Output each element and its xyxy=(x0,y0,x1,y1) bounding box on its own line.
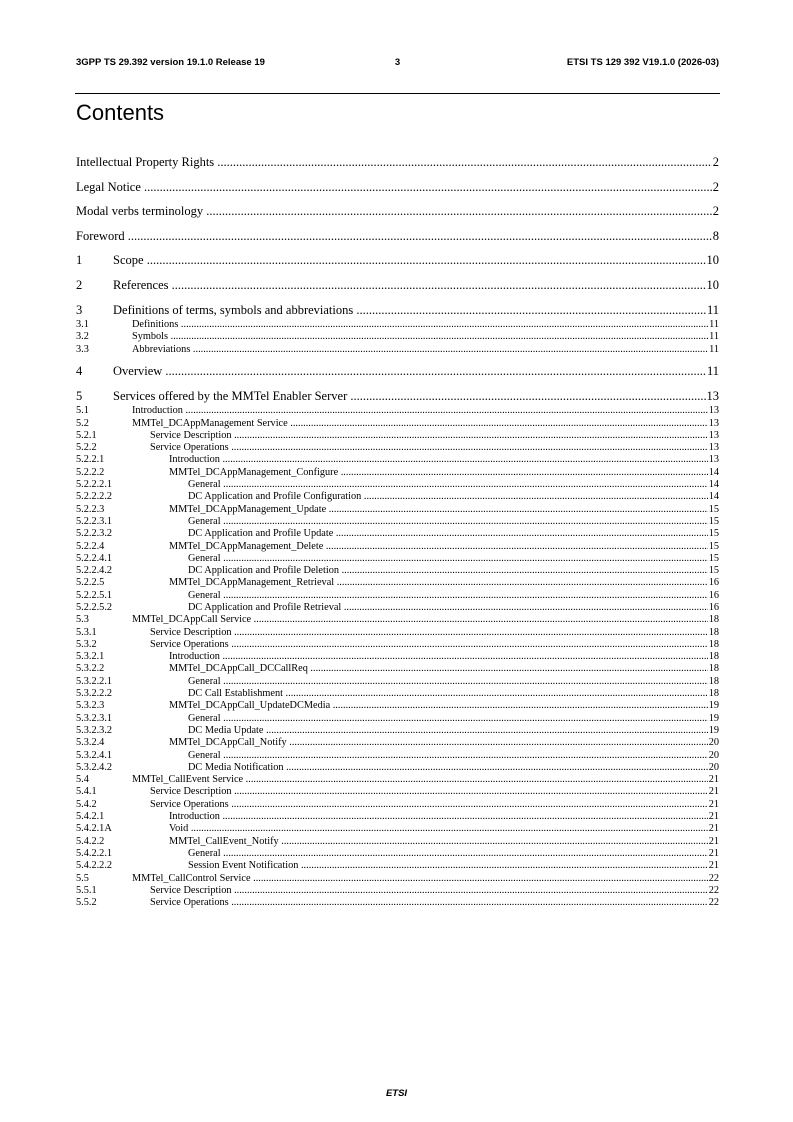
toc-entry[interactable] xyxy=(76,836,719,848)
toc-entry[interactable] xyxy=(76,860,719,872)
toc-entry-page: 13 xyxy=(708,429,719,441)
toc-entry[interactable] xyxy=(76,381,719,406)
toc-entry[interactable] xyxy=(76,467,719,479)
toc-entry-title: MMTel_CallControl Service xyxy=(132,872,251,884)
toc-entry-number: 5.3.2.1 xyxy=(76,651,105,663)
toc-entry-page: 22 xyxy=(708,897,719,909)
toc-entry-page: 10 xyxy=(706,277,719,292)
toc-entry-number: 5.2 xyxy=(76,417,89,429)
toc-entry-page: 16 xyxy=(708,589,719,601)
toc-entry-number: 5.3.2.4.1 xyxy=(76,749,113,761)
toc-entry-number: 5.4 xyxy=(76,774,89,786)
toc-entry[interactable] xyxy=(76,356,719,381)
toc-entry[interactable] xyxy=(76,344,719,356)
toc-entry-title: General xyxy=(188,847,221,859)
toc-entry[interactable] xyxy=(76,663,719,675)
toc-entry[interactable] xyxy=(76,725,719,737)
toc-entry-page: 13 xyxy=(708,442,719,454)
toc-entry-page: 22 xyxy=(708,884,719,896)
toc-entry-number: 5.2.2.3 xyxy=(76,503,105,515)
toc-entry[interactable] xyxy=(76,221,719,246)
toc-entry-number: 5.3.2 xyxy=(76,638,97,650)
header-page-number: 3 xyxy=(394,57,401,68)
toc-entry-page: 19 xyxy=(708,724,719,736)
toc-entry[interactable] xyxy=(76,627,719,639)
toc-entry-page: 11 xyxy=(709,343,719,355)
toc-entry[interactable] xyxy=(76,897,719,909)
toc-entry-number: 5.1 xyxy=(76,405,89,417)
toc-entry-number: 3.1 xyxy=(76,319,89,331)
toc-entry-title: MMTel_DCAppCall_DCCallReq xyxy=(169,663,308,675)
toc-entry[interactable] xyxy=(76,713,719,725)
toc-entry-title: DC Application and Profile Deletion xyxy=(188,565,339,577)
toc-entry[interactable] xyxy=(76,504,719,516)
toc-entry[interactable] xyxy=(76,491,719,503)
toc-entry[interactable] xyxy=(76,147,719,172)
toc-entry-title: Service Operations xyxy=(150,442,229,454)
toc-entry-title: Session Event Notification xyxy=(188,860,299,872)
toc-entry[interactable] xyxy=(76,541,719,553)
toc-entry[interactable] xyxy=(76,442,719,454)
toc-entry-title: DC Media Update xyxy=(188,724,264,736)
toc-entry-page: 2 xyxy=(712,155,719,169)
toc-entry-page: 2 xyxy=(712,179,719,194)
toc-entry[interactable] xyxy=(76,823,719,835)
toc-entry-page: 13 xyxy=(708,417,719,429)
toc-entry[interactable] xyxy=(76,565,719,577)
toc-entry-number: 5.3.2.4 xyxy=(76,737,105,749)
toc-entry-page: 10 xyxy=(706,253,719,268)
toc-entry-number: 5.3.2.2 xyxy=(76,663,105,675)
toc-entry-page: 18 xyxy=(708,663,719,675)
toc-entry-page: 18 xyxy=(708,626,719,638)
toc-entry[interactable] xyxy=(76,873,719,885)
toc-entry[interactable] xyxy=(76,319,719,331)
toc-entry-page: 14 xyxy=(708,466,719,478)
toc-entry-title: Service Description xyxy=(150,626,232,638)
toc-entry[interactable] xyxy=(76,700,719,712)
toc-entry-number: 4 xyxy=(76,364,83,379)
toc-entry-page: 11 xyxy=(709,331,719,343)
toc-entry[interactable] xyxy=(76,799,719,811)
toc-entry-title: General xyxy=(188,712,221,724)
toc-entry-number: 5.2.2 xyxy=(76,442,97,454)
toc-entry-page: 21 xyxy=(708,823,719,835)
toc-entry[interactable] xyxy=(76,885,719,897)
toc-entry-number: 5.2.2.4.2 xyxy=(76,565,113,577)
toc-entry-number: 5.3.2.3.2 xyxy=(76,724,113,736)
toc-entry-page: 18 xyxy=(708,675,719,687)
toc-entry-title: Service Description xyxy=(150,884,232,896)
toc-entry-page: 15 xyxy=(708,528,719,540)
toc-entry[interactable] xyxy=(76,639,719,651)
toc-entry-title: Service Operations xyxy=(150,638,229,650)
page-footer: ETSI xyxy=(385,1088,408,1099)
page-header xyxy=(76,57,719,71)
toc-entry[interactable] xyxy=(76,737,719,749)
toc-entry-number: 5 xyxy=(76,388,83,403)
toc-entry-number: 5.4.2.2.1 xyxy=(76,847,113,859)
header-rule xyxy=(75,93,720,94)
toc-entry-number: 5.3.1 xyxy=(76,626,97,638)
toc-entry-number: 3.3 xyxy=(76,343,89,355)
toc-entry-page: 15 xyxy=(708,515,719,527)
toc-entry-page: 19 xyxy=(708,712,719,724)
toc-entry-title: DC Application and Profile Retrieval xyxy=(188,601,342,613)
toc-entry-number: 5.3.2.4.2 xyxy=(76,761,113,773)
toc-entry-title: DC Application and Profile Configuration xyxy=(188,491,362,503)
toc-entry-title: Definitions of terms, symbols and abbreviations xyxy=(113,302,354,317)
toc-entry-page: 21 xyxy=(708,860,719,872)
toc-entry-title: MMTel_DCAppManagement_Retrieval xyxy=(169,577,335,589)
toc-entry-page: 15 xyxy=(708,552,719,564)
toc-entry[interactable] xyxy=(76,454,719,466)
toc-entry-number: 5.3 xyxy=(76,614,89,626)
toc-entry-title: General xyxy=(188,749,221,761)
toc-entry-number: 5.4.2.2.2 xyxy=(76,860,113,872)
page-title: Contents xyxy=(76,100,165,125)
toc-entry-number: 5.2.2.3.1 xyxy=(76,515,113,527)
toc-entry-title: Introduction xyxy=(169,454,220,466)
toc-entry-title: References xyxy=(113,277,169,292)
toc-entry-title: General xyxy=(188,479,221,491)
toc-entry-page: 13 xyxy=(708,454,719,466)
toc-entry[interactable] xyxy=(76,418,719,430)
toc-entry-number: 5.4.2.2 xyxy=(76,835,105,847)
toc-entry[interactable] xyxy=(76,811,719,823)
toc-entry[interactable] xyxy=(76,577,719,589)
toc-entry-page: 16 xyxy=(708,577,719,589)
toc-entry-number: 5.5.1 xyxy=(76,884,97,896)
toc-entry-page: 20 xyxy=(708,749,719,761)
toc-entry-title: Legal Notice xyxy=(76,179,141,194)
toc-entry-page: 15 xyxy=(708,503,719,515)
toc-entry-page: 15 xyxy=(708,540,719,552)
toc-entry-number: 3.2 xyxy=(76,331,89,343)
toc-entry-title: MMTel_CallEvent_Notify xyxy=(169,835,279,847)
toc-entry-title: Service Operations xyxy=(150,798,229,810)
toc-entry-title: General xyxy=(188,675,221,687)
toc-entry[interactable] xyxy=(76,331,719,343)
toc-entry-page: 15 xyxy=(708,565,719,577)
toc-entry-page: 21 xyxy=(708,786,719,798)
toc-entry-page: 14 xyxy=(708,491,719,503)
toc-entry-page: 13 xyxy=(708,405,719,417)
toc-entry-title: MMTel_DCAppManagement_Delete xyxy=(169,540,324,552)
toc-entry[interactable] xyxy=(76,786,719,798)
toc-entry-number: 5.4.2 xyxy=(76,798,97,810)
toc-entry[interactable] xyxy=(76,405,719,417)
toc-entry[interactable] xyxy=(76,590,719,602)
toc-entry-page: 21 xyxy=(708,811,719,823)
toc-entry-page: 21 xyxy=(708,847,719,859)
toc-entry[interactable] xyxy=(76,676,719,688)
toc-entry-title: General xyxy=(188,552,221,564)
toc-entry-page: 21 xyxy=(708,774,719,786)
toc-entry-title: Scope xyxy=(113,253,144,268)
toc-entry-number: 5.5.2 xyxy=(76,897,97,909)
toc-entry-number: 5.3.2.2.1 xyxy=(76,675,113,687)
toc-entry-title: General xyxy=(188,589,221,601)
toc-entry-page: 18 xyxy=(708,651,719,663)
toc-entry-title: Service Description xyxy=(150,429,232,441)
header-document-id: 3GPP TS 29.392 version 19.1.0 Release 19 xyxy=(76,57,265,68)
toc-entry[interactable] xyxy=(76,848,719,860)
toc-entry-title: MMTel_DCAppManagement Service xyxy=(132,417,288,429)
toc-entry-number: 5.2.2.2.2 xyxy=(76,491,113,503)
toc-entry-title: Overview xyxy=(113,364,163,379)
toc-entry-number: 5.2.2.2.1 xyxy=(76,479,113,491)
toc-entry[interactable] xyxy=(76,651,719,663)
toc-entry-number: 5.2.2.5 xyxy=(76,577,105,589)
toc-entry-title: Introduction xyxy=(169,651,220,663)
toc-entry-page: 14 xyxy=(708,479,719,491)
toc-entry-page: 20 xyxy=(708,761,719,773)
header-etsi-id: ETSI TS 129 392 V19.1.0 (2026-03) xyxy=(566,57,719,68)
toc-entry[interactable] xyxy=(76,270,719,295)
toc-entry-page: 18 xyxy=(708,638,719,650)
toc-entry[interactable] xyxy=(76,479,719,491)
toc-entry-page: 22 xyxy=(708,872,719,884)
toc-entry-number: 5.2.2.5.2 xyxy=(76,601,113,613)
toc-entry-title: Abbreviations xyxy=(132,343,191,355)
toc-entry-title: Modal verbs terminology xyxy=(76,204,204,219)
toc-entry-title: General xyxy=(188,515,221,527)
toc-entry-title: Introduction xyxy=(169,811,220,823)
toc-entry-page: 11 xyxy=(706,364,719,379)
toc-entry[interactable] xyxy=(76,528,719,540)
toc-entry-page: 20 xyxy=(708,737,719,749)
toc-entry-number: 5.4.2.1 xyxy=(76,811,105,823)
toc-entry-title: DC Application and Profile Update xyxy=(188,528,334,540)
toc-entry-number: 5.2.2.1 xyxy=(76,454,105,466)
toc-entry-title: Void xyxy=(169,823,189,835)
toc-entry[interactable] xyxy=(76,430,719,442)
toc-entry-number: 5.3.2.3.1 xyxy=(76,712,113,724)
toc-entry-number: 5.2.2.3.2 xyxy=(76,528,113,540)
toc-entry-title: Service Description xyxy=(150,786,232,798)
toc-entry-page: 11 xyxy=(706,302,719,317)
toc-entry-number: 5.2.2.2 xyxy=(76,466,105,478)
toc-entry-title: Symbols xyxy=(132,331,169,343)
toc-entry-number: 5.2.1 xyxy=(76,429,97,441)
toc-entry[interactable] xyxy=(76,172,719,197)
toc-entry-number: 5.5 xyxy=(76,872,89,884)
toc-entry-number: 5.2.2.4 xyxy=(76,540,105,552)
toc-entry[interactable] xyxy=(76,762,719,774)
toc-entry-title: MMTel_DCAppCall Service xyxy=(132,614,252,626)
toc-entry-page: 18 xyxy=(708,688,719,700)
toc-entry-title: Service Operations xyxy=(150,897,229,909)
toc-entry-title: Intellectual Property Rights xyxy=(76,155,215,169)
toc-entry-title: Services offered by the MMTel Enabler Server xyxy=(113,388,348,403)
toc-entry[interactable] xyxy=(76,516,719,528)
table-of-contents xyxy=(76,147,719,909)
toc-entry-page: 16 xyxy=(708,601,719,613)
toc-entry-page: 19 xyxy=(708,700,719,712)
toc-entry[interactable] xyxy=(76,750,719,762)
toc-entry[interactable] xyxy=(76,553,719,565)
toc-entry-page: 2 xyxy=(712,204,719,219)
toc-entry-title: Foreword xyxy=(76,228,125,243)
toc-entry[interactable] xyxy=(76,602,719,614)
toc-entry-number: 5.4.1 xyxy=(76,786,97,798)
toc-entry-title: DC Media Notification xyxy=(188,761,284,773)
toc-entry-number: 3 xyxy=(76,302,83,317)
toc-entry-title: MMTel_DCAppCall_UpdateDCMedia xyxy=(169,700,331,712)
toc-entry[interactable] xyxy=(76,614,719,626)
toc-entry-page: 21 xyxy=(708,835,719,847)
toc-entry-page: 18 xyxy=(708,614,719,626)
toc-entry-number: 2 xyxy=(76,277,83,292)
toc-entry-title: MMTel_CallEvent Service xyxy=(132,774,244,786)
toc-entry-title: Definitions xyxy=(132,319,179,331)
toc-entry-title: MMTel_DCAppManagement_Update xyxy=(169,503,327,515)
toc-entry[interactable] xyxy=(76,688,719,700)
toc-entry[interactable] xyxy=(76,295,719,320)
toc-entry-number: 1 xyxy=(76,253,83,268)
toc-entry-number: 5.2.2.4.1 xyxy=(76,552,113,564)
toc-entry-number: 5.3.2.3 xyxy=(76,700,105,712)
toc-entry-title: DC Call Establishment xyxy=(188,688,283,700)
toc-entry-title: MMTel_DCAppManagement_Configure xyxy=(169,466,339,478)
toc-entry-page: 21 xyxy=(708,798,719,810)
toc-entry-number: 5.3.2.2.2 xyxy=(76,688,113,700)
toc-entry[interactable] xyxy=(76,774,719,786)
toc-entry[interactable] xyxy=(76,245,719,270)
toc-entry-number: 5.2.2.5.1 xyxy=(76,589,113,601)
toc-entry-page: 13 xyxy=(706,388,719,403)
toc-entry-page: 8 xyxy=(712,228,719,243)
toc-entry-title: Introduction xyxy=(132,405,183,417)
toc-entry-page: 11 xyxy=(709,319,719,331)
toc-entry[interactable] xyxy=(76,196,719,221)
toc-entry-number: 5.4.2.1A xyxy=(76,823,112,835)
toc-entry-title: MMTel_DCAppCall_Notify xyxy=(169,737,287,749)
